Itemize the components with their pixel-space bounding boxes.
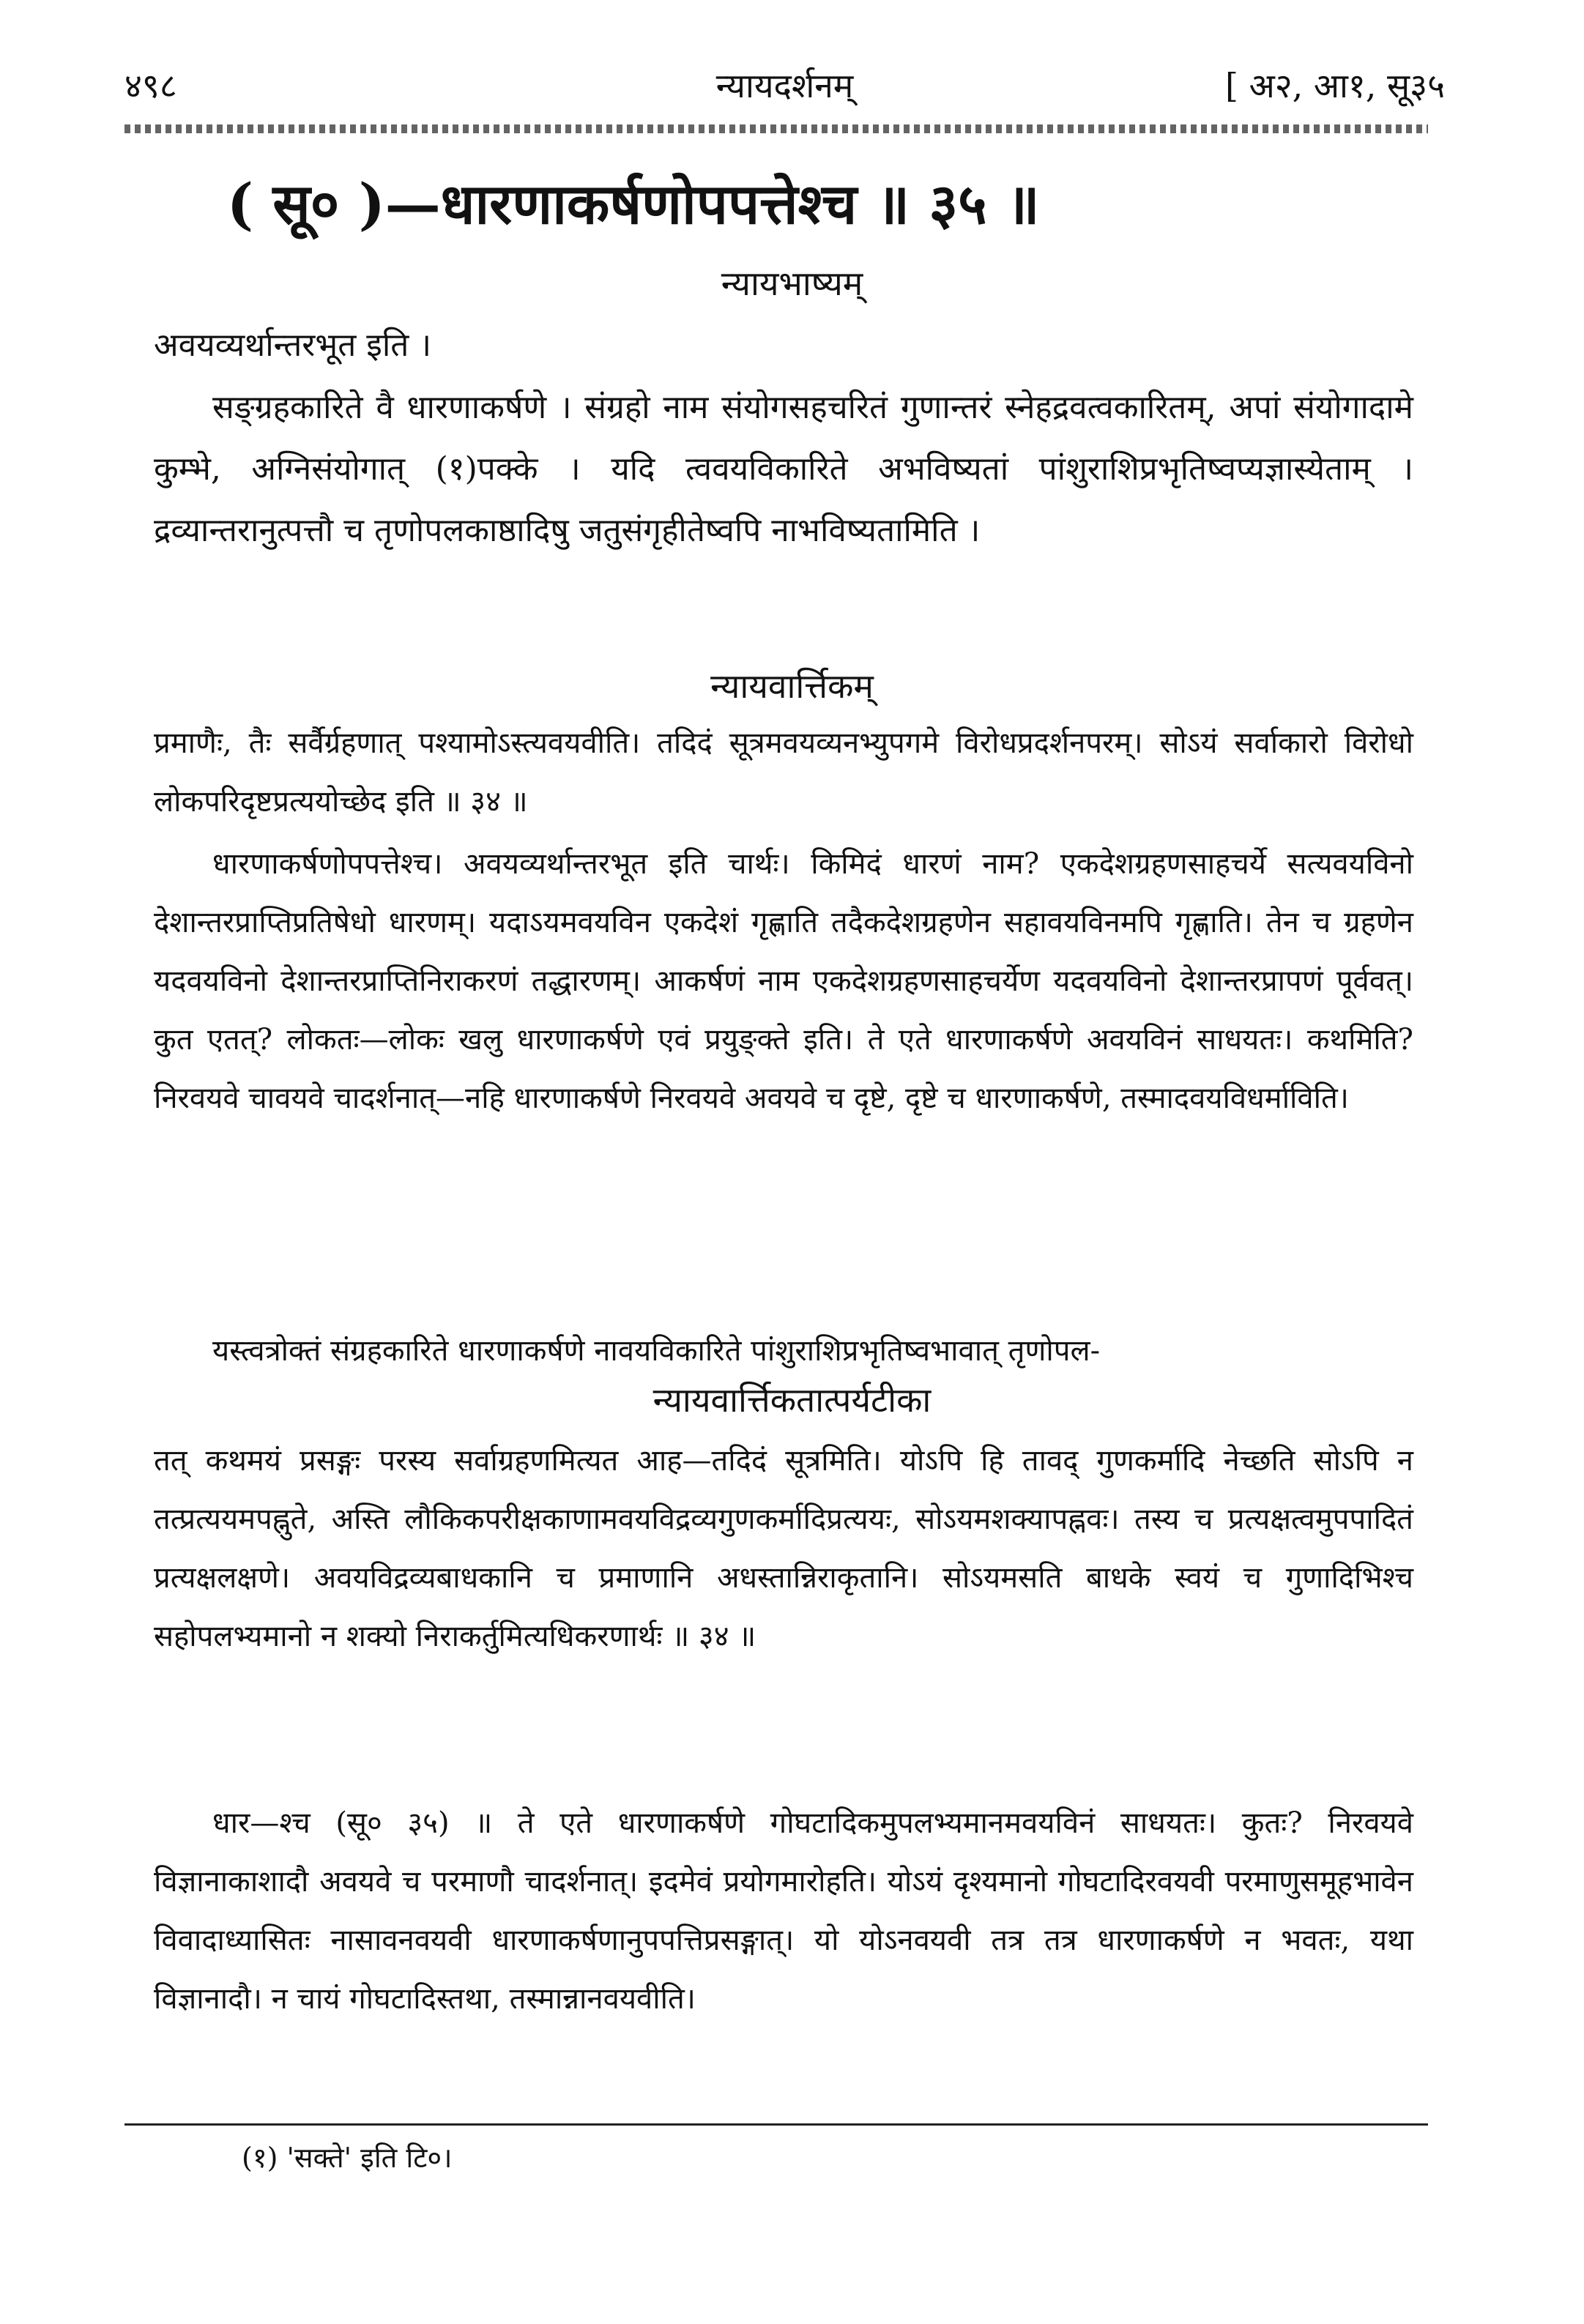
vartika-heading: न्यायवार्त्तिकम् xyxy=(710,666,874,706)
sutra-heading: ( सू० )—धारणाकर्षणोपपत्तेश्च ॥ ३५ ॥ xyxy=(227,171,1040,237)
bhashya-line1: अवयव्यर्थान्तरभूत इति । xyxy=(154,327,432,364)
running-head xyxy=(124,62,1445,113)
bhashya-paragraph: सङ्ग्रहकारिते वै धारणाकर्षणे । संग्रहो नाम संयोगसहचरितं गुणान्तरं स्नेहद्रवत्वकारितम्, अपां संयोगादामे कुम्भे, अग्निसंयोगात् (१)पक्के । यदि त्ववयविकारिते अभविष्यतां पांशुराशिप्रभृतिष्वप्यज्ञास्येताम् । द्रव्यान्तरानुत्पत्तौ च तृणोपलकाष्ठादिषु जतुसंगृहीतेष्वपि नाभविष्यतामिति । xyxy=(154,389,1413,549)
footnote: (१) 'सक्ते' इति टि०। xyxy=(242,2142,453,2174)
tika-paragraph-1: तत् कथमयं प्रसङ्गः परस्य सर्वाग्रहणमित्यत आह—तदिदं सूत्रमिति। योऽपि हि तावद् गुणकर्मादि नेच्छति सोऽपि न तत्प्रत्ययमपह्नुते, अस्ति लौकिकपरीक्षकाणामवयविद्रव्यगुणकर्मादिप्रत्ययः, सोऽयमशक्यापह्नवः। तस्य च प्रत्यक्षत्वमुपपादितं प्रत्यक्षलक्षणे। अवयविद्रव्यबाधकानि च प्रमाणानि अधस्तान्निराकृतानि। सोऽयमसति बाधके स्वयं च गुणादिभिश्च सहोपलभ्यमानो न शक्यो निराकर्तुमित्यधिकरणार्थः ॥ ३४ ॥ xyxy=(154,1444,1413,1653)
vartika-paragraph-3: यस्त्वत्रोक्तं संग्रहकारिते धारणाकर्षणे नावयविकारिते पांशुराशिप्रभृतिष्वभावात् तृणोपल- xyxy=(212,1334,1101,1368)
running-title: न्यायदर्शनम् xyxy=(715,66,854,105)
section-reference: [ अ२, आ१, सू३५ xyxy=(1225,66,1445,105)
header-rule xyxy=(124,124,1428,133)
tika-paragraph-2: धार—श्च (सू० ३५) ॥ ते एते धारणाकर्षणे गोघटादिकमुपलभ्यमानमवयविनं साधयतः। कुतः? निरवयवे विज्ञानाकाशादौ अवयवे च परमाणौ चादर्शनात्। इदमेवं प्रयोगमारोहति। योऽयं दृश्यमानो गोघटादिरवयवी परमाणुसमूहभावेन विवादाध्यासितः नासावनवयवी धारणाकर्षणानुपपत्तिप्रसङ्गात्। यो योऽनवयवी तत्र तत्र धारणाकर्षणे न भवतः, यथा विज्ञानादौ। न चायं गोघटादिस्तथा, तस्मान्नानवयवीति। xyxy=(154,1806,1413,2016)
tika-heading: न्यायवार्त्तिकतात्पर्यटीका xyxy=(652,1380,932,1420)
vartika-paragraph-2: धारणाकर्षणोपपत्तेश्च। अवयव्यर्थान्तरभूत इति चार्थः। किमिदं धारणं नाम? एकदेशग्रहणसाहचर्ये सत्यवयविनो देशान्तरप्राप्तिप्रतिषेधो धारणम्। यदाऽयमवयविन एकदेशं गृह्णाति तदैकदेशग्रहणेन सहावयविनमपि गृह्णाति। तेन च ग्रहणेन यदवयविनो देशान्तरप्राप्तिनिराकरणं तद्धारणम्। आकर्षणं नाम एकदेशग्रहणसाहचर्येण यदवयविनो देशान्तरप्रापणं पूर्ववत्। कुत एतत्? लोकतः—लोकः खलु धारणाकर्षणे एवं प्रयुङ्क्ते इति। ते एते धारणाकर्षणे अवयविनं साधयतः। कथमिति? निरवयवे चावयवे चादर्शनात्—नहि धारणाकर्षणे निरवयवे अवयवे च दृष्टे, दृष्टे च धारणाकर्षणे, तस्मादवयविधर्माविति। xyxy=(154,847,1413,1115)
page-number: ४९८ xyxy=(124,66,177,105)
vartika-paragraph-1: प्रमाणैः, तैः सर्वैर्ग्रहणात् पश्यामोऽस्त्यवयवीति। तदिदं सूत्रमवयव्यनभ्युपगमे विरोधप्रदर्शनपरम्। सोऽयं सर्वाकारो विरोधो लोकपरिदृष्टप्रत्ययोच्छेद इति ॥ ३४ ॥ xyxy=(154,726,1413,819)
bhashya-heading: न्यायभाष्यम् xyxy=(721,264,863,303)
footnote-rule xyxy=(124,2123,1428,2126)
